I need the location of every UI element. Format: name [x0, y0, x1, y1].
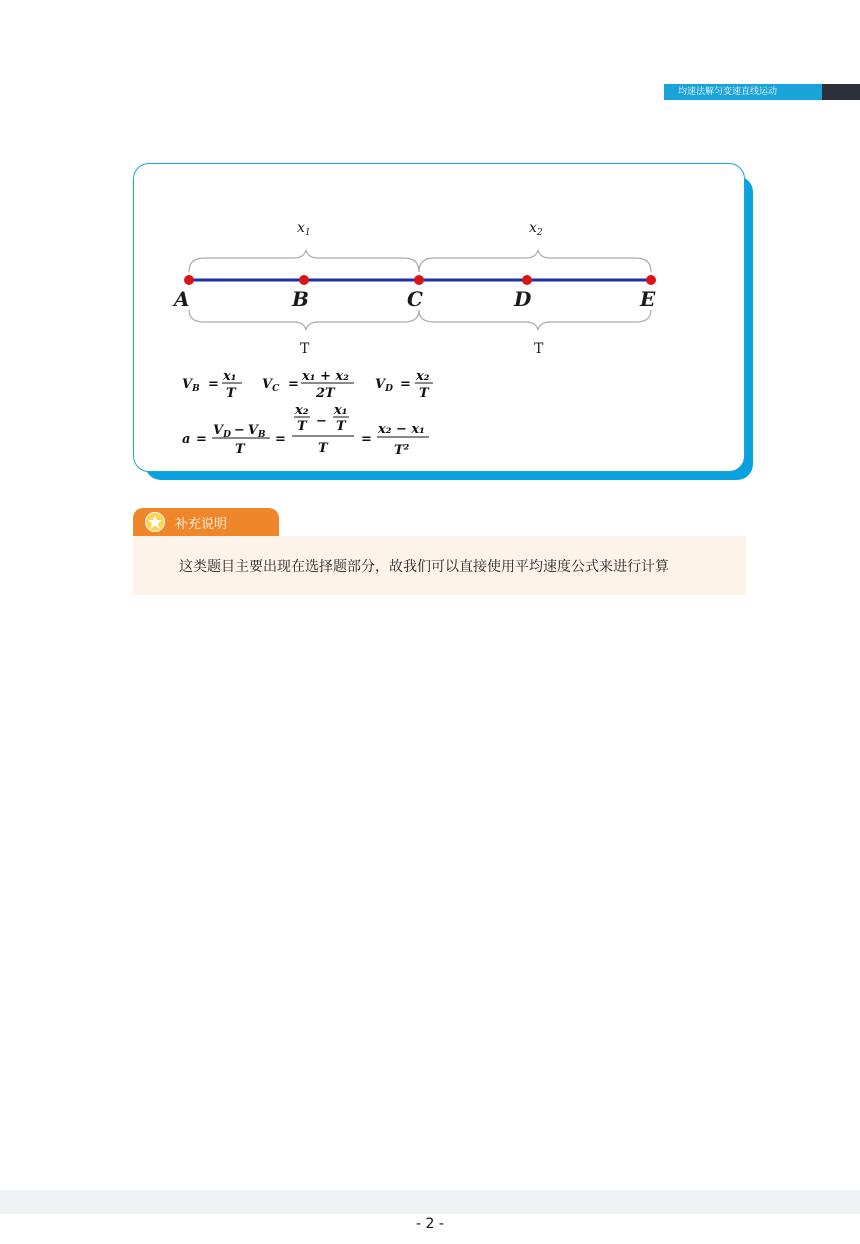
svg-text:VB: $V_B$: [182, 377, 200, 394]
svg-text:x₁ + x₂: x₁ + x₂: [302, 369, 349, 384]
equation-acceleration: [182, 403, 429, 458]
star-icon: [145, 512, 165, 532]
svg-text:=: =: [361, 432, 372, 447]
svg-text:T: T: [336, 419, 346, 434]
svg-text:x₁: x₁: [223, 369, 237, 384]
brace-top-1: [189, 250, 419, 272]
svg-text:VD: $V_D$: [375, 377, 393, 394]
svg-text:T: T: [318, 441, 328, 456]
point-c-label: C: [407, 287, 423, 311]
svg-text:=: =: [196, 432, 207, 447]
line-segment-diagram: [134, 164, 746, 473]
supplement-tab: [133, 508, 279, 536]
label-x1: $x_1$: [297, 220, 311, 238]
point-e-dot: [646, 275, 656, 285]
svg-text:=: =: [288, 377, 299, 392]
svg-text:T: T: [226, 386, 236, 401]
figure-card: [133, 163, 745, 472]
supplement-body: [133, 536, 746, 595]
svg-text:−: −: [316, 414, 327, 429]
label-t1: T: [300, 341, 310, 357]
svg-text:x₂ − x₁: x₂ − x₁: [378, 422, 425, 437]
svg-text:=: =: [400, 377, 411, 392]
page-number: - 2 -: [416, 1216, 444, 1232]
svg-text:a: a: [182, 432, 191, 447]
svg-text:=: =: [275, 432, 286, 447]
svg-text:T²: T²: [394, 443, 410, 458]
svg-text:T: T: [297, 419, 307, 434]
point-e-label: E: [640, 287, 656, 311]
svg-text:T: T: [235, 442, 245, 457]
point-b-label: B: [292, 287, 309, 311]
footer-band: [0, 1190, 860, 1214]
supplement-text: 这类题目主要出现在选择题部分，故我们可以直接使用平均速度公式来进行计算: [179, 559, 669, 575]
point-d-dot: [522, 275, 532, 285]
svg-text:=: =: [208, 377, 219, 392]
svg-text:x₂: x₂: [295, 403, 309, 418]
point-c-dot: [414, 275, 424, 285]
supplement-title: 补充说明: [175, 517, 228, 532]
point-a-label: A: [174, 287, 190, 311]
brace-top-2: [419, 250, 651, 272]
svg-text:VC: $V_C$: [262, 377, 280, 394]
brace-bottom-1: [189, 310, 419, 330]
svg-text:x₁: x₁: [334, 403, 348, 418]
equation-velocities: [182, 369, 433, 401]
point-b-dot: [299, 275, 309, 285]
header-title: 均速法解匀变速直线运动: [664, 84, 822, 100]
svg-text:T: T: [419, 386, 429, 401]
svg-text:2T: 2T: [316, 386, 335, 401]
label-x2: $x_2$: [529, 220, 543, 238]
brace-bottom-2: [419, 310, 651, 330]
svg-text:VD−VB: $V_D - V_B$: [213, 423, 266, 440]
label-t2: T: [534, 341, 544, 357]
svg-text:x₂: x₂: [416, 369, 430, 384]
header-accent-block: [822, 84, 860, 100]
point-a-dot: [184, 275, 194, 285]
point-d-label: D: [514, 287, 532, 311]
